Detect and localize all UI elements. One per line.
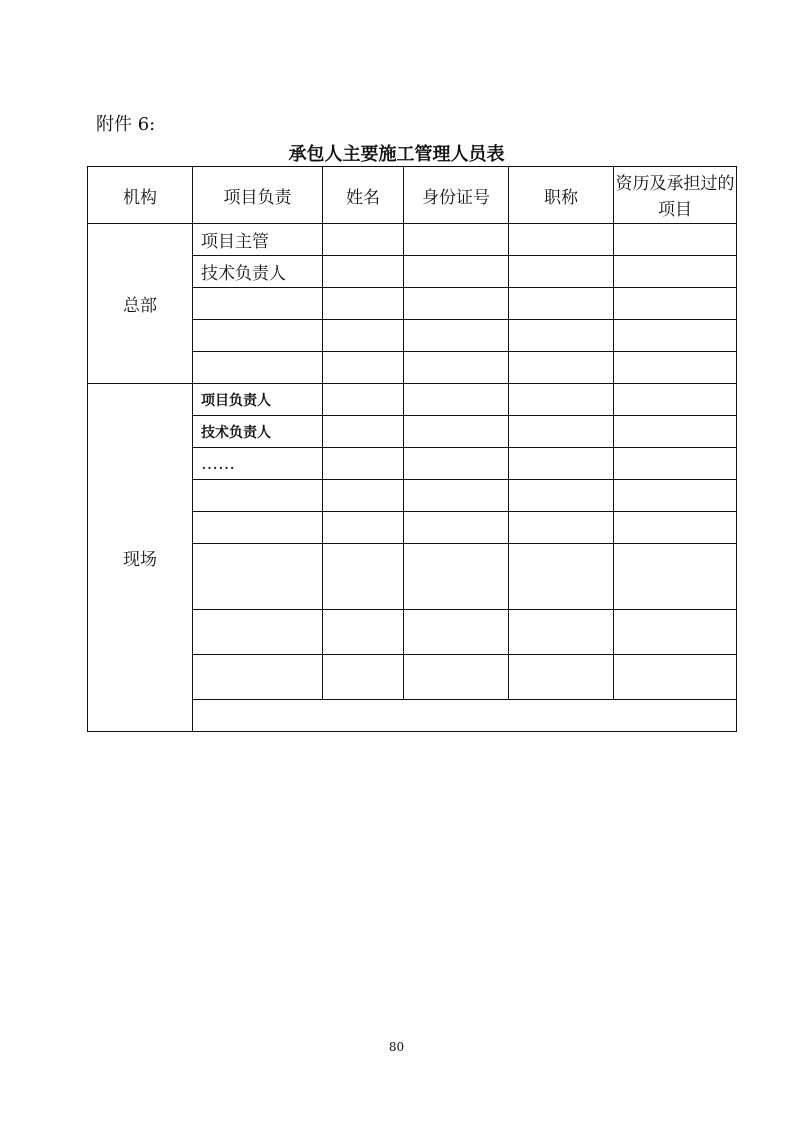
role-cell bbox=[193, 352, 323, 384]
role-cell: 项目主管 bbox=[193, 224, 323, 256]
input-cell[interactable] bbox=[323, 416, 404, 448]
input-cell[interactable] bbox=[614, 480, 737, 512]
role-cell bbox=[193, 320, 323, 352]
input-cell[interactable] bbox=[404, 352, 509, 384]
input-cell[interactable] bbox=[404, 544, 509, 610]
input-cell[interactable] bbox=[323, 610, 404, 655]
input-cell[interactable] bbox=[614, 320, 737, 352]
role-cell: 技术负责人 bbox=[193, 416, 323, 448]
header-cell: 职称 bbox=[509, 167, 614, 224]
role-cell bbox=[193, 544, 323, 610]
input-cell[interactable] bbox=[323, 544, 404, 610]
attachment-label: 附件 6: bbox=[96, 114, 156, 135]
header-cell: 项目负责 bbox=[193, 167, 323, 224]
input-cell[interactable] bbox=[509, 512, 614, 544]
input-cell[interactable] bbox=[404, 384, 509, 416]
table-header-row bbox=[88, 167, 737, 224]
table-row bbox=[88, 224, 737, 256]
input-cell[interactable] bbox=[614, 448, 737, 480]
role-cell bbox=[193, 655, 323, 700]
input-cell[interactable] bbox=[323, 480, 404, 512]
input-cell[interactable] bbox=[323, 256, 404, 288]
header-cell: 身份证号 bbox=[404, 167, 509, 224]
input-cell[interactable] bbox=[404, 610, 509, 655]
input-cell[interactable] bbox=[404, 480, 509, 512]
role-cell: 技术负责人 bbox=[193, 256, 323, 288]
role-cell bbox=[193, 610, 323, 655]
input-cell[interactable] bbox=[509, 655, 614, 700]
header-cell: 机构 bbox=[88, 167, 193, 224]
input-cell[interactable] bbox=[614, 416, 737, 448]
input-cell[interactable] bbox=[509, 384, 614, 416]
input-cell[interactable] bbox=[323, 448, 404, 480]
role-cell: …… bbox=[193, 448, 323, 480]
personnel-table bbox=[87, 166, 737, 732]
input-cell[interactable] bbox=[614, 256, 737, 288]
input-cell[interactable] bbox=[323, 512, 404, 544]
input-cell[interactable] bbox=[614, 655, 737, 700]
header-cell: 资历及承担过的 项目 bbox=[614, 167, 737, 224]
role-cell: 项目负责人 bbox=[193, 384, 323, 416]
input-cell[interactable] bbox=[323, 288, 404, 320]
input-cell[interactable] bbox=[614, 352, 737, 384]
input-cell[interactable] bbox=[404, 448, 509, 480]
input-cell[interactable] bbox=[404, 512, 509, 544]
input-cell[interactable] bbox=[323, 224, 404, 256]
input-cell[interactable] bbox=[614, 512, 737, 544]
input-cell[interactable] bbox=[509, 256, 614, 288]
input-cell[interactable] bbox=[614, 224, 737, 256]
input-cell[interactable] bbox=[614, 610, 737, 655]
input-cell[interactable] bbox=[509, 480, 614, 512]
org-cell-hq: 总部 bbox=[88, 224, 193, 384]
input-cell[interactable] bbox=[509, 448, 614, 480]
merged-input-cell[interactable] bbox=[193, 700, 737, 732]
page-number: 80 bbox=[388, 1040, 405, 1054]
page-title: 承包人主要施工管理人员表 bbox=[288, 144, 505, 165]
role-cell bbox=[193, 512, 323, 544]
input-cell[interactable] bbox=[614, 544, 737, 610]
input-cell[interactable] bbox=[509, 544, 614, 610]
input-cell[interactable] bbox=[509, 320, 614, 352]
org-cell-site: 现场 bbox=[88, 384, 193, 732]
input-cell[interactable] bbox=[404, 416, 509, 448]
input-cell[interactable] bbox=[509, 416, 614, 448]
input-cell[interactable] bbox=[614, 288, 737, 320]
input-cell[interactable] bbox=[404, 320, 509, 352]
input-cell[interactable] bbox=[323, 655, 404, 700]
input-cell[interactable] bbox=[404, 256, 509, 288]
role-cell bbox=[193, 288, 323, 320]
input-cell[interactable] bbox=[323, 320, 404, 352]
header-cell: 姓名 bbox=[323, 167, 404, 224]
input-cell[interactable] bbox=[509, 288, 614, 320]
input-cell[interactable] bbox=[614, 384, 737, 416]
input-cell[interactable] bbox=[404, 224, 509, 256]
role-cell bbox=[193, 480, 323, 512]
input-cell[interactable] bbox=[323, 384, 404, 416]
input-cell[interactable] bbox=[509, 352, 614, 384]
input-cell[interactable] bbox=[323, 352, 404, 384]
input-cell[interactable] bbox=[509, 224, 614, 256]
table-row bbox=[88, 384, 737, 416]
input-cell[interactable] bbox=[509, 610, 614, 655]
input-cell[interactable] bbox=[404, 288, 509, 320]
input-cell[interactable] bbox=[404, 655, 509, 700]
